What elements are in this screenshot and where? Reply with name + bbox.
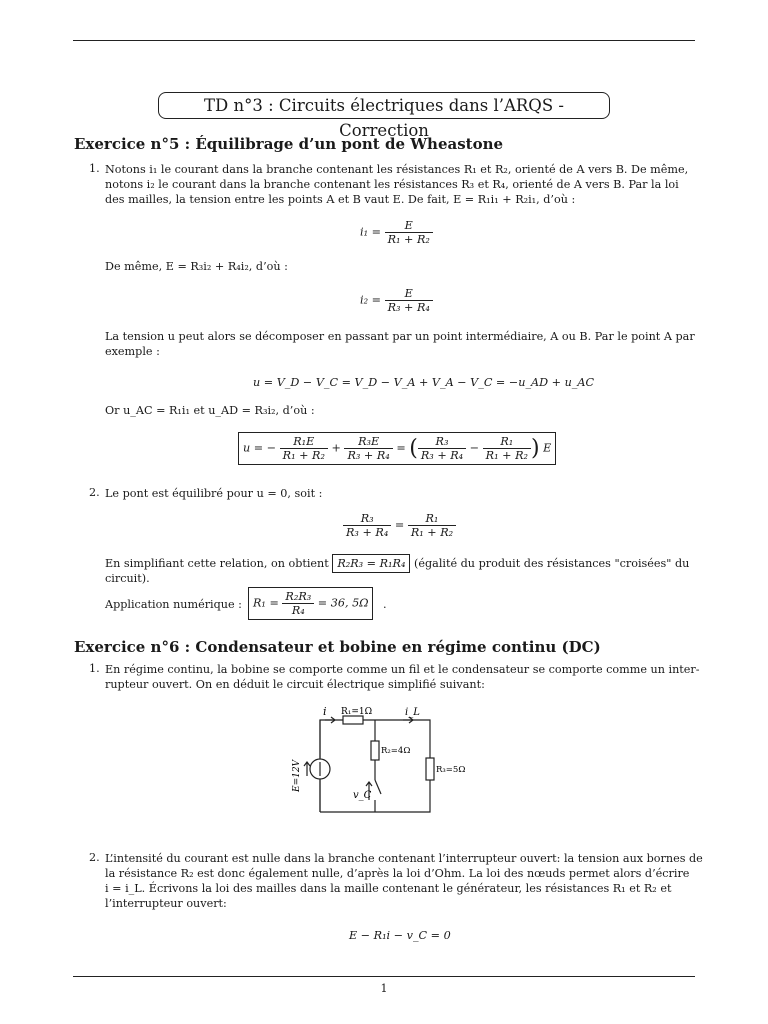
exercise-6-heading: Exercice n°6 : Condensateur et bobine en régime continu (DC) (74, 638, 601, 656)
boxed-u-equation: u = − $\frac{\text{R₁E}}{\text{R₁ + R₂}}$ + $\frac{\text{R₃E}}{\text{R₃ + R₄}}$ = ( $\frac{\text{R₃}}{\text{R₃ + R₄}}$ − $\frac{\text{R₁}}{\text{R₁ + R₂}}$ ) E (238, 432, 556, 465)
exercise-5-heading: Exercice n°5 : Équilibrage d’un pont de Wheastone (74, 135, 504, 153)
ex6-item1-line1: En régime continu, la bobine se comporte comme un fil et le condensateur se comporte comme un inter- (105, 663, 700, 676)
tension-line2: exemple : (105, 345, 160, 358)
application-result-box: R₁ = $\frac{\text{R₂R₃}}{\text{R₄}}$ = 36, 5Ω (248, 587, 373, 620)
ex5-item1-line1: Notons i₁ le courant dans la branche contenant les résistances R₁ et R₂, orienté de A vers B. De même, (105, 163, 689, 176)
label-il: i_L (405, 707, 420, 718)
ex5-item2-line: Le pont est équilibré pour u = 0, soit : (105, 487, 323, 500)
label-r1: R₁=1Ω (341, 707, 373, 717)
ex5-item1-line3: des mailles, la tension entre les points A et B vaut E. De fait, E = R₁i₁ + R₂i₁, d’où : (105, 193, 576, 206)
resistor-r3 (426, 758, 434, 780)
simplified-relation-box: R₂R₃ = R₁R₄ (332, 554, 410, 573)
ex6-item2-line2: la résistance R₂ est donc également nulle, d’après la loi d’Ohm. La loi des nœuds permet alors d’écrire (105, 867, 690, 880)
or-line: Or u_AC = R₁i₁ et u_AD = R₃i₂, d’où : (105, 404, 315, 417)
label-r3: R₃=5Ω (436, 765, 466, 775)
ex6-item1-line2: rupteur ouvert. On en déduit le circuit électrique simplifié suivant: (105, 678, 485, 691)
circuit-diagram (285, 700, 485, 820)
equation-i2: i₂ = $\frac{E}{\text{R₃ + R₄}}$ (360, 287, 433, 314)
resistor-r1 (343, 716, 363, 724)
label-vc: v_C (353, 790, 372, 801)
ex6-item2-line4: l’interrupteur ouvert: (105, 897, 227, 910)
item-number: 2. (89, 851, 100, 864)
final-equation: E − R₁i − v_C = 0 (349, 929, 451, 942)
page-number: 1 (380, 982, 388, 995)
simplification-line2: circuit). (105, 572, 150, 585)
top-rule (73, 40, 695, 41)
label-i: i (323, 705, 327, 718)
ex5-item1-line2: notons i₂ le courant dans la branche contenant les résistances R₃ et R₄, orienté de A vers B. Par la loi (105, 178, 679, 191)
item-number: 2. (89, 486, 100, 499)
tension-line1: La tension u peut alors se décomposer en passant par un point intermédiaire, A ou B. Par le point A par (105, 330, 695, 343)
item-number: 1. (89, 662, 100, 675)
same-for-i2-line: De même, E = R₃i₂ + R₄i₂, d’où : (105, 260, 288, 273)
page-title: TD n°3 : Circuits électriques dans l’ARQS - Correction (158, 92, 610, 119)
label-e: E=12V (292, 759, 302, 792)
ex6-item2-line3: i = i_L. Écrivons la loi des mailles dans la maille contenant le générateur, les résistances R₁ et R₂ et (105, 882, 672, 895)
equation-u: u = V_D − V_C = V_D − V_A + V_A − V_C = −u_AD + u_AC (253, 376, 595, 389)
label-r2: R₂=4Ω (381, 746, 411, 756)
application-label: Application numérique : (105, 598, 242, 611)
source-arrow (304, 762, 310, 776)
application-period: . (383, 598, 387, 611)
simplification-line: En simplifiant cette relation, on obtient R₂R₃ = R₁R₄ (égalité du produit des résistances "croisées" du (105, 556, 689, 571)
bottom-rule (73, 976, 695, 977)
balance-equation: $\frac{\text{R₃}}{\text{R₃ + R₄}}$ = $\frac{\text{R₁}}{\text{R₁ + R₂}}$ (343, 512, 456, 539)
resistor-r2 (371, 741, 379, 760)
item-number: 1. (89, 162, 100, 175)
ex6-item2-line1: L’intensité du courant est nulle dans la branche contenant l’interrupteur ouvert: la tension aux bornes de (105, 852, 703, 865)
equation-i1: i₁ = $\frac{E}{\text{R₁ + R₂}}$ (360, 219, 433, 246)
